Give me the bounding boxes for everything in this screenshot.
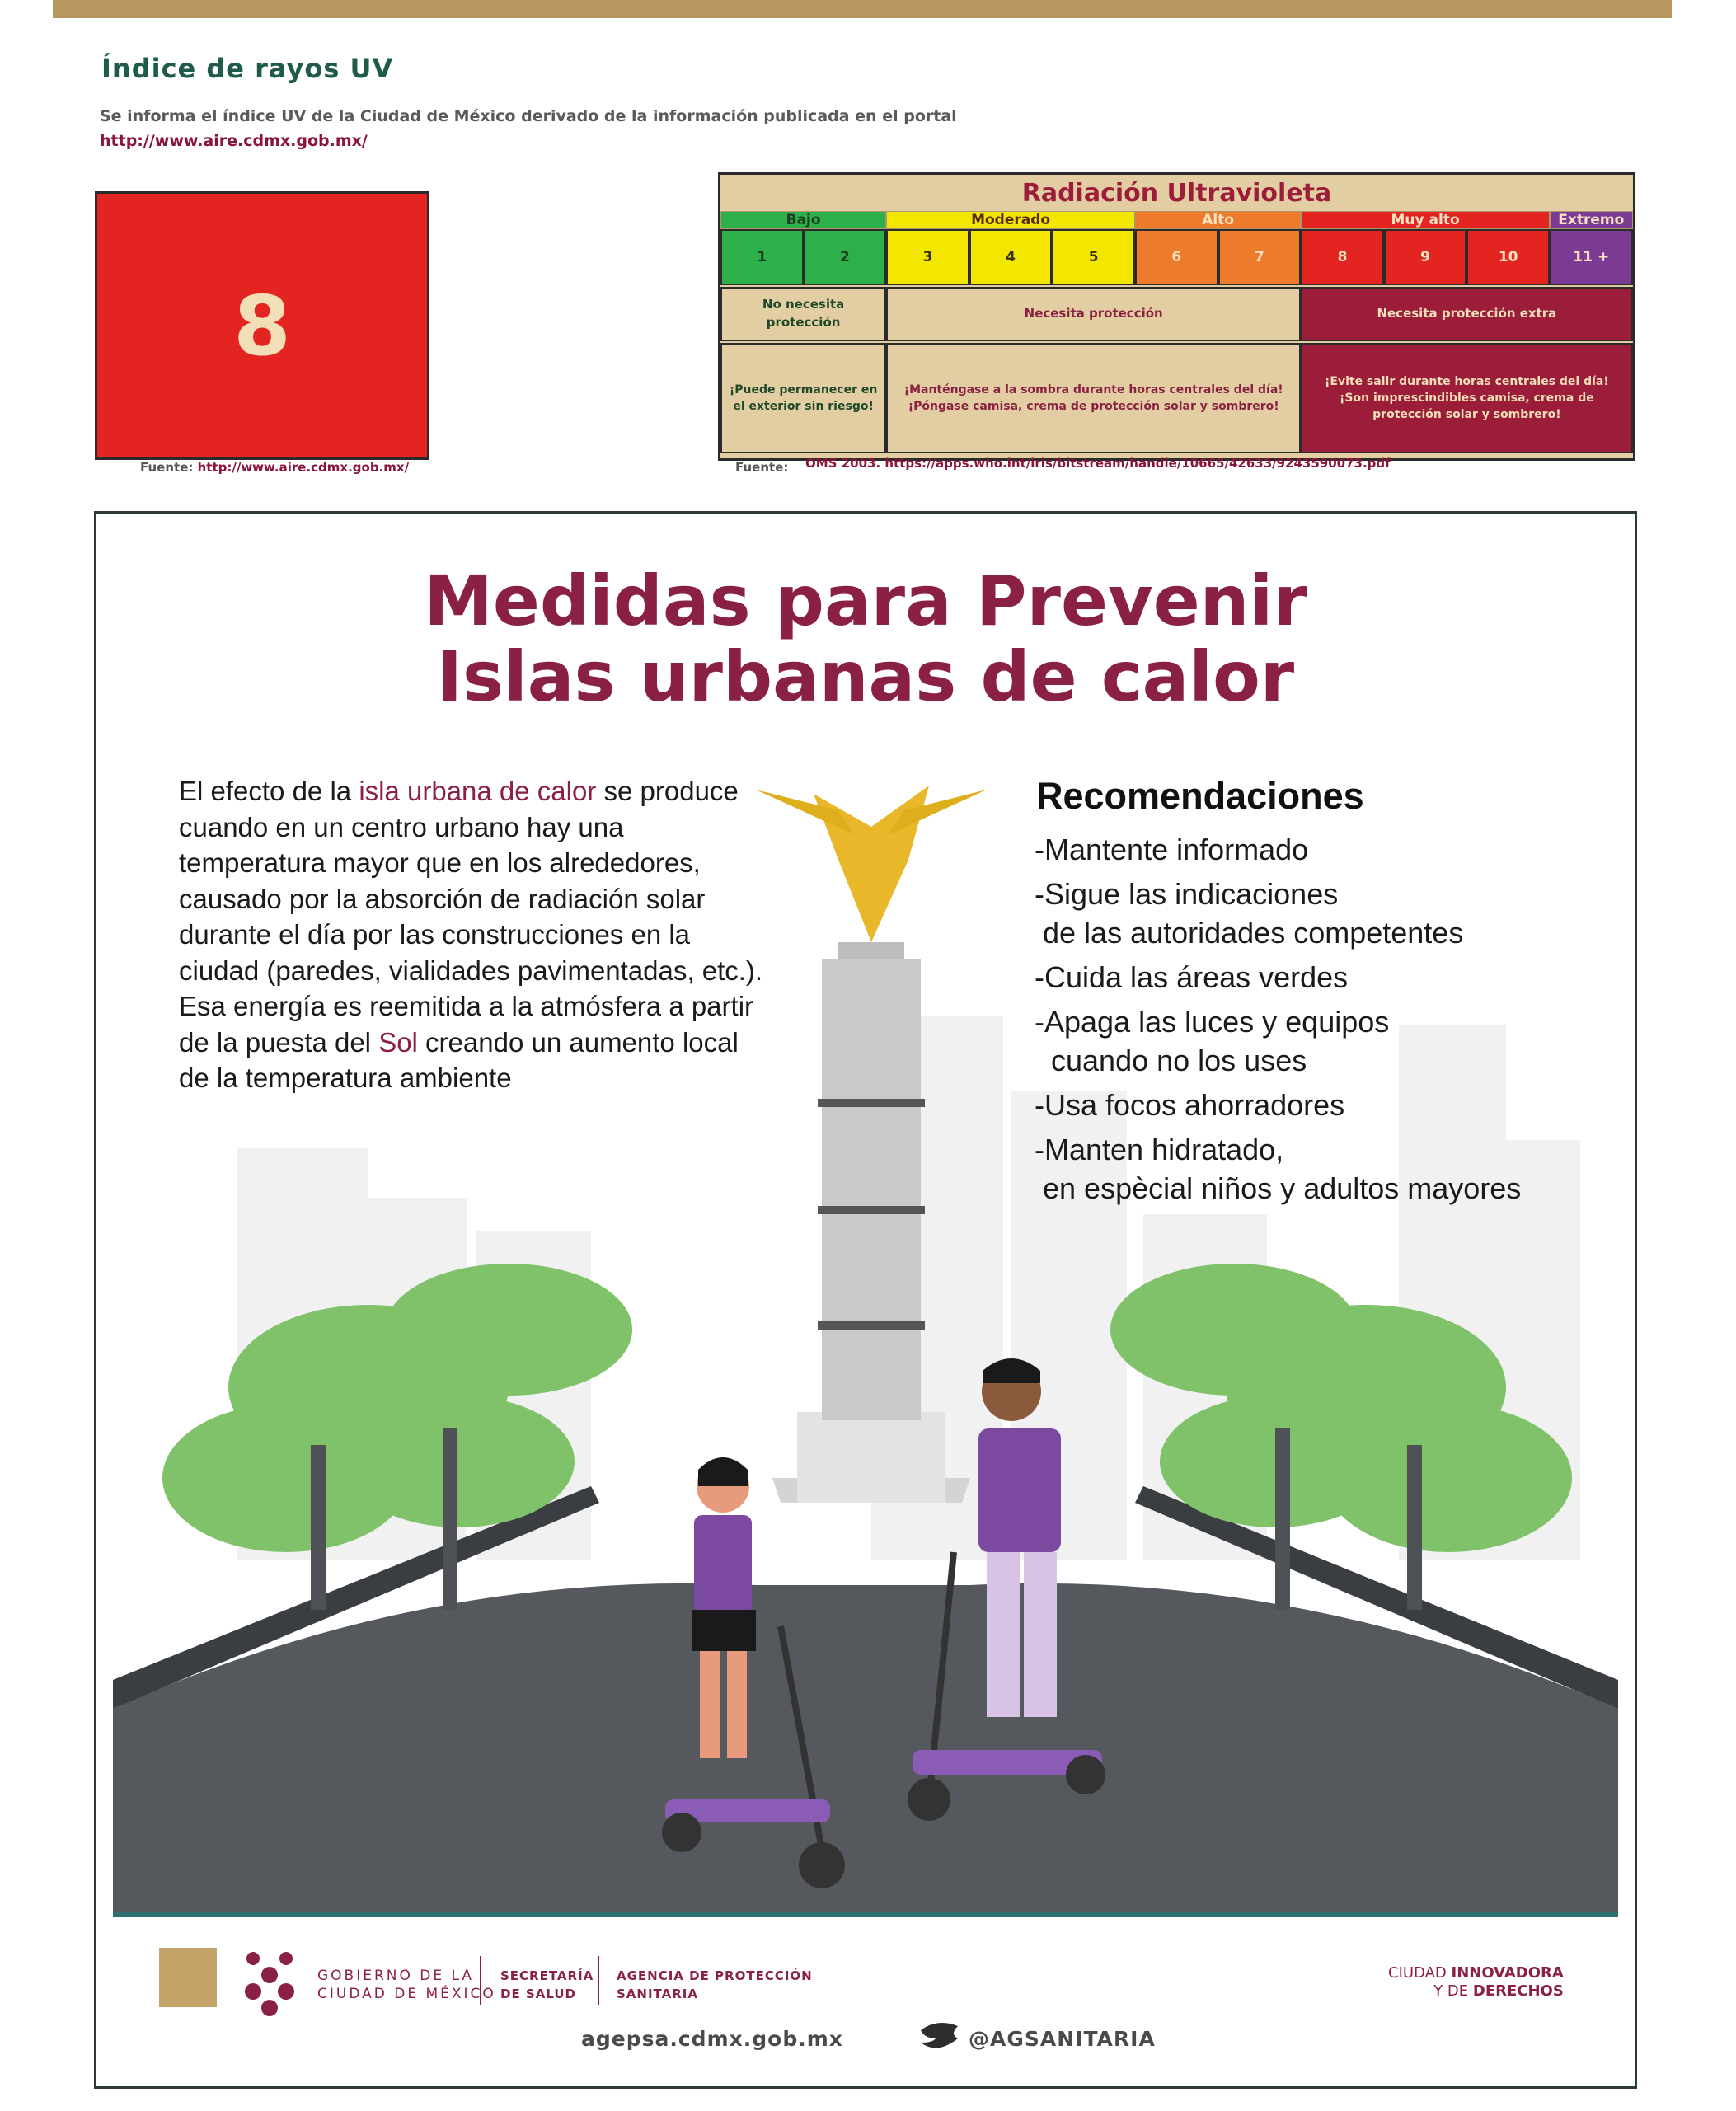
uv-level-4: 4 — [969, 229, 1053, 285]
recommendation-item: -Mantente informado — [1035, 833, 1309, 866]
uv-level-8: 8 — [1301, 229, 1384, 285]
uv-level-1: 1 — [720, 229, 804, 285]
body-highlight-isla: isla urbana de calor — [359, 776, 597, 806]
uv-level-7: 7 — [1218, 229, 1302, 285]
uv-index-value: 8 — [233, 277, 291, 374]
uv-source-link[interactable]: http://www.aire.cdmx.gob.mx/ — [197, 460, 410, 475]
cdmx-logo — [245, 1952, 294, 2016]
page-title: Índice de rayos UV — [101, 53, 394, 84]
body-text: El efecto de la — [179, 776, 359, 806]
agencia-label: AGENCIA DE PROTECCIÓN SANITARIA — [617, 1968, 813, 2001]
uv-index-source — [140, 460, 409, 475]
body-highlight-sol: Sol — [378, 1026, 418, 1058]
ciudad-innovadora-label — [1388, 1964, 1564, 2001]
poster-title-line2: Islas urbanas de calor — [436, 636, 1295, 717]
heat-island-poster — [94, 511, 1637, 2089]
heat-island-explanation — [179, 773, 772, 1096]
recommendations-list — [1035, 830, 1628, 1213]
body-text: creando un aumento local de la temperatura ambiente — [179, 1026, 739, 1093]
ciudad-prefix2: Y DE — [1433, 1982, 1473, 2000]
advice-extra: ¡Evite salir durante horas centrales del día! ¡Son imprescindibles camisa, crema de protección solar y sombrero! — [1301, 343, 1632, 453]
secretaria-salud-label: SECRETARÍA DE SALUD — [500, 1968, 594, 2001]
uv-level-5: 5 — [1052, 229, 1135, 285]
uv-level-10: 10 — [1466, 229, 1550, 285]
protection-low: No necesita protección — [720, 287, 886, 341]
advice-moderate: ¡Manténgase a la sombra durante horas centrales del día! ¡Póngase camisa, crema de protección solar y sombrero! — [886, 343, 1301, 453]
portal-link[interactable]: http://www.aire.cdmx.gob.mx/ — [100, 132, 368, 150]
uv-category-3: Alto — [1135, 211, 1301, 229]
poster-illustration — [96, 514, 1635, 2086]
website-link[interactable]: agepsa.cdmx.gob.mx — [581, 2027, 843, 2051]
recommendation-item: -Cuida las áreas verdes — [1035, 960, 1349, 994]
uv-category-2: Moderado — [886, 211, 1135, 229]
gobierno-cdmx-label: GOBIERNO DE LA CIUDAD DE MÉXICO — [317, 1968, 496, 2002]
protection-extra: Necesita protección extra — [1301, 287, 1632, 341]
protection-moderate: Necesita protección — [886, 287, 1301, 341]
uv-radiation-table — [718, 172, 1635, 461]
uv-level-2: 2 — [804, 229, 887, 285]
uv-level-3: 3 — [886, 229, 969, 285]
twitter-handle[interactable]: @AGSANITARIA — [969, 2027, 1156, 2051]
poster-title — [96, 563, 1635, 715]
uv-category-1: Bajo — [720, 211, 886, 229]
body-text: se produce cuando en un centro urbano hay una temperatura mayor que en los alrededores, causado por la absorción de radiación solar durante el día por las construcciones en la ciudad (paredes, vialidades pavimentadas, etc.). Esa energía es reemitida a la atmósfera a partir de la puesta del — [179, 776, 763, 1058]
advice-low: ¡Puede permanecer en el exterior sin riesgo! — [720, 343, 886, 453]
recommendation-item: -Apaga las luces y equipos cuando no los uses — [1035, 1005, 1390, 1077]
top-accent-bar — [53, 0, 1672, 18]
ciudad-bold2: DERECHOS — [1472, 1982, 1564, 2000]
uv-category-4: Muy alto — [1301, 211, 1550, 229]
ciudad-bold: INNOVADORA — [1451, 1964, 1564, 1982]
recommendations-title: Recomendaciones — [1036, 775, 1364, 817]
ciudad-prefix: CIUDAD — [1388, 1964, 1452, 1982]
uv-source-label: Fuente: — [140, 460, 194, 475]
uv-level-11: 11 + — [1550, 229, 1633, 285]
page-description: Se informa el índice UV de la Ciudad de México derivado de la información publicada en el portal — [100, 107, 957, 125]
uv-category-5: Extremo — [1550, 211, 1633, 229]
poster-title-line1: Medidas para Prevenir — [424, 561, 1307, 641]
uv-table-source-label: Fuente: — [735, 460, 789, 475]
uv-table-source-link[interactable]: OMS 2003. https://apps.who.int/iris/bitstream/handle/10665/42633/9243590073.pdf — [805, 456, 1391, 471]
recommendation-item: -Usa focos ahorradores — [1035, 1088, 1345, 1122]
uv-index-box — [95, 191, 429, 460]
uv-level-6: 6 — [1135, 229, 1218, 285]
recommendation-item: -Manten hidratado, en espècial niños y adultos mayores — [1035, 1133, 1522, 1205]
recommendation-item: -Sigue las indicaciones de las autoridades competentes — [1035, 877, 1464, 950]
uv-level-9: 9 — [1384, 229, 1467, 285]
uv-table-title: Radiación Ultravioleta — [1021, 178, 1332, 208]
